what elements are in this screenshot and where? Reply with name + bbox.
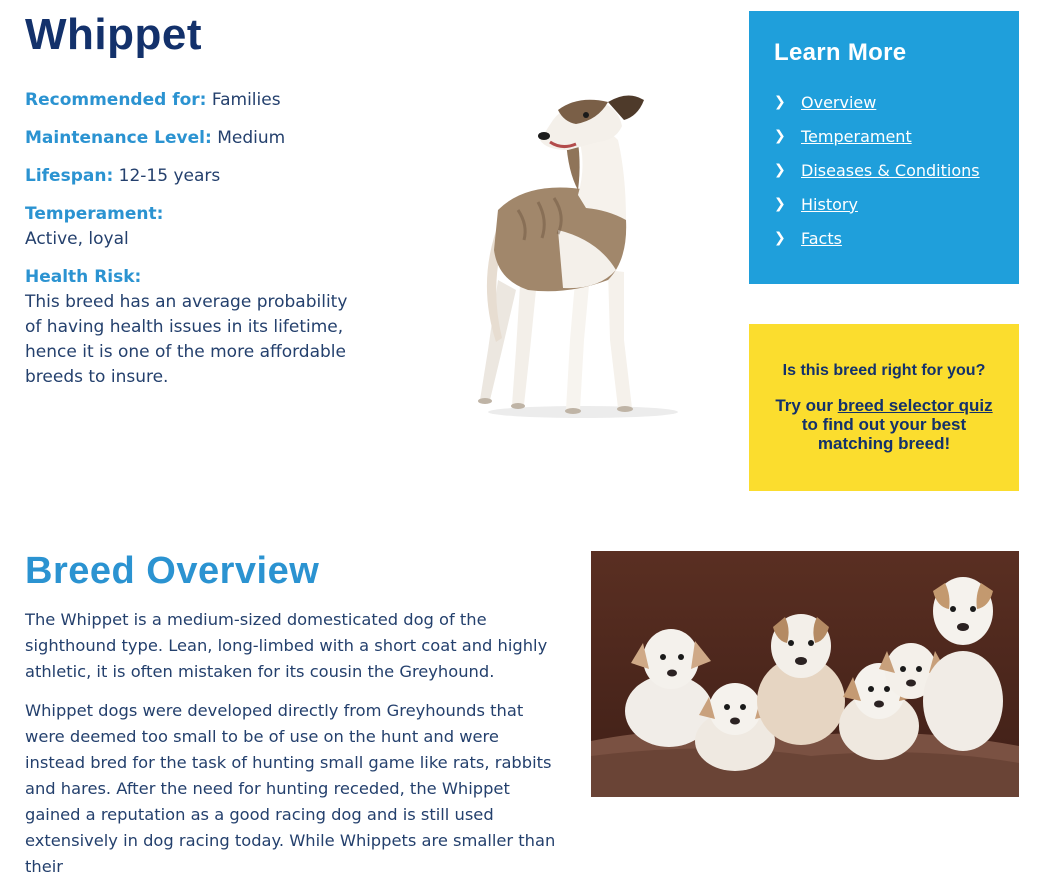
breed-title: Whippet	[25, 10, 203, 59]
learn-link-temperament[interactable]	[774, 119, 1019, 153]
quiz-prefix: Try our	[775, 396, 833, 415]
overview-paragraph: The Whippet is a medium-sized domesticated dog of the sighthound type. Lean, long-limbed with a short coat and highly athletic, it is often mistaken for its cousin the Greyhound.	[25, 610, 548, 681]
learn-link-history[interactable]	[774, 187, 1019, 221]
fact-value: Medium	[217, 128, 286, 148]
learn-more-panel	[749, 11, 1019, 284]
quiz-question: Is this breed right for you?	[782, 362, 986, 379]
fact-lifespan	[25, 164, 355, 189]
quiz-suffix: to find out your best matching breed!	[801, 415, 967, 453]
fact-maintenance	[25, 126, 355, 151]
whippet-photo	[458, 80, 720, 425]
breed-facts	[25, 88, 355, 403]
fact-recommended	[25, 88, 355, 113]
chevron-right-icon: ❯	[774, 128, 786, 144]
fact-label: Recommended for:	[25, 90, 207, 110]
fact-health-risk	[25, 265, 355, 390]
fact-label: Health Risk:	[25, 267, 142, 287]
chevron-right-icon: ❯	[774, 94, 786, 110]
overview-paragraph: Whippet dogs were developed directly from Greyhounds that were deemed too small to be of use on the hunt and were instead bred for the task of hunting small game like rats, rabbits and hares. After the need for hunting receded, the Whippet gained a reputation as a good racing dog and is still used extensively in dog racing today. While Whippets are smaller than their	[25, 701, 556, 876]
chevron-right-icon: ❯	[774, 162, 786, 178]
quiz-promo	[749, 324, 1019, 491]
fact-value: 12-15 years	[118, 166, 221, 186]
learn-more-title: Learn More	[774, 39, 907, 66]
learn-link-label[interactable]: Temperament	[801, 126, 912, 146]
fact-label: Maintenance Level:	[25, 128, 212, 148]
learn-link-label[interactable]: Facts	[801, 228, 842, 248]
fact-temperament	[25, 202, 355, 252]
learn-link-facts[interactable]	[774, 221, 1019, 255]
overview-body	[25, 607, 560, 893]
learn-link-label[interactable]: Overview	[801, 92, 877, 112]
learn-link-label[interactable]: History	[801, 194, 858, 214]
overview-title: Breed Overview	[25, 550, 320, 592]
learn-link-label[interactable]: Diseases & Conditions	[801, 160, 980, 180]
quiz-link[interactable]: breed selector quiz	[837, 396, 993, 415]
fact-value: Active, loyal	[25, 229, 129, 249]
learn-link-diseases[interactable]	[774, 153, 1019, 187]
fact-value: Families	[211, 90, 281, 110]
learn-link-overview[interactable]	[774, 85, 1019, 119]
fact-value: This breed has an average probability of having health issues in its lifetime, hence it is one of the more affordable breeds to insure.	[25, 292, 348, 387]
chevron-right-icon: ❯	[774, 230, 786, 246]
puppies-photo	[591, 551, 1019, 797]
fact-label: Lifespan:	[25, 166, 114, 186]
fact-label: Temperament:	[25, 204, 164, 224]
chevron-right-icon: ❯	[774, 196, 786, 212]
quiz-cta	[767, 396, 1001, 453]
